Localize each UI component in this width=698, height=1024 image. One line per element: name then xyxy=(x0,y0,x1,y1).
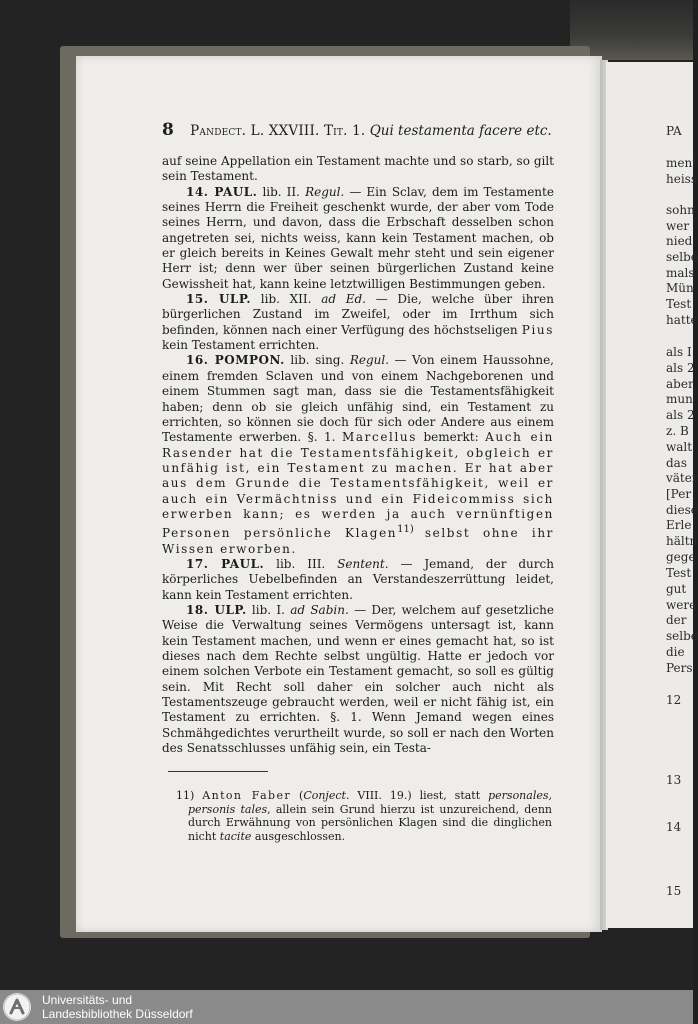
right-page-line: walt xyxy=(666,440,693,454)
footnote-text: , allein sein Grund hierzu ist unzureichend, denn durch Erwähnung von persönlichen Klagen sind die dinglichen nicht xyxy=(188,802,552,843)
fragment-text: — Jemand, der durch körperliches Uebelbefinden an Verstandeszerrüttung leidet, kann kein Testament errichten. xyxy=(162,556,554,602)
page-header xyxy=(162,120,552,140)
right-page-line: aber xyxy=(666,377,694,391)
footnote-mark: 11) xyxy=(176,789,195,802)
fragment-work: Regul. xyxy=(305,184,345,199)
paragraph-14 xyxy=(162,185,554,292)
library-name-line1: Universitäts- und xyxy=(42,993,133,1007)
right-page-line: selbe xyxy=(666,250,698,264)
right-page-line: das xyxy=(666,456,687,470)
paragraph-continuation: auf seine Appellation ein Testament machte und so starb, so gilt sein Testament. xyxy=(162,154,554,184)
footnote-divider xyxy=(168,771,268,772)
fragment-book: lib. sing. xyxy=(290,353,345,368)
footnote-author: Anton Faber xyxy=(202,789,292,802)
right-page-line: nied xyxy=(666,234,693,248)
right-page-line: PA xyxy=(666,124,682,138)
spaced-name: Pius xyxy=(521,322,554,337)
page-number: 8 xyxy=(162,120,174,140)
right-page-line: mun xyxy=(666,392,693,406)
right-page-line: der xyxy=(666,613,687,627)
fragment-author: 15. ULP. xyxy=(186,292,252,307)
right-page-line: gege xyxy=(666,550,696,564)
right-page-line: selbe xyxy=(666,629,698,643)
right-page-line: hatte xyxy=(666,313,698,327)
right-page-line: die xyxy=(666,645,685,659)
footnote-italic: personales, personis tales xyxy=(188,789,552,816)
spaced-name: Marcellus xyxy=(342,430,417,445)
fragment-text: — Die, welche über ihren bürgerlichen Zustand im Zweifel, oder im Irrthum sich befinden, können nach einer Verfügung des höchstseligen xyxy=(162,292,554,337)
right-page-line: 14 xyxy=(666,820,682,834)
main-text xyxy=(162,154,554,756)
right-page xyxy=(606,62,698,928)
right-page-line: mals xyxy=(666,266,695,280)
running-title: Pandect. L. XXVIII. Tit. 1. xyxy=(190,123,366,139)
right-page-line: diese xyxy=(666,503,698,517)
footnote-body xyxy=(170,789,552,843)
right-page-line: Mün xyxy=(666,281,694,295)
paragraph-18 xyxy=(162,603,554,756)
footnote-italic: tacite xyxy=(219,829,252,843)
right-page-line: sohn xyxy=(666,203,695,217)
right-page-line: [Per xyxy=(666,487,692,501)
footnote xyxy=(170,789,552,843)
right-page-line: Test xyxy=(666,566,692,580)
fragment-book: lib. III. xyxy=(276,556,326,571)
fragment-author: 18. ULP. xyxy=(186,602,247,617)
fragment-text-end: kein Testament errichten. xyxy=(162,338,320,353)
right-page-line: ment xyxy=(666,156,698,170)
fragment-work: Sentent. xyxy=(337,556,389,571)
right-page-line: Test xyxy=(666,297,692,311)
right-page-line: als 2 xyxy=(666,408,695,422)
right-page-line: Erle xyxy=(666,518,692,532)
fragment-author: 14. PAUL. xyxy=(186,184,258,199)
footnote-reference[interactable]: 11) xyxy=(397,524,414,536)
spaced-quote-end: selbst ohne ihr Wissen erworben. xyxy=(162,526,554,556)
right-page-line: wer xyxy=(666,219,690,233)
fragment-text: — Von einem Haussohne, einem fremden Sclaven und von einem Nachgeborenen und einem Stummen sagt man, dass sie die Testamentsfähigkeit haben; denn ob sie gleich unfähig sind, ein Testament zu errichten, so können sie doch für sich oder Andere aus einem Testamente erwerben. §. 1. xyxy=(162,353,554,445)
fragment-work: ad Sabin. xyxy=(290,602,349,617)
right-page-line: hältn xyxy=(666,534,698,548)
right-page-line: als I xyxy=(666,345,692,359)
paragraph-15 xyxy=(162,292,554,353)
right-page-line: 12 xyxy=(666,693,682,707)
library-name-line2: Landesbibliothek Düsseldorf xyxy=(42,1007,193,1021)
footnote-ref: VIII. 19.) liest, statt xyxy=(357,789,481,802)
right-page-line: 13 xyxy=(666,773,682,787)
right-page-line: als 2 xyxy=(666,361,695,375)
fragment-author: 16. POMPON. xyxy=(186,353,285,368)
footnote-text-end: ausgeschlossen. xyxy=(254,829,346,843)
right-page-line: Pers xyxy=(666,661,693,675)
right-page-line: z. B xyxy=(666,424,689,438)
fragment-text: bemerkt: xyxy=(423,430,479,445)
fragment-book: lib. II. xyxy=(262,184,300,199)
fragment-work: ad Ed. xyxy=(321,292,366,307)
fragment-book: lib. I. xyxy=(251,602,285,617)
fragment-text: — Ein Sclav, dem im Testamente seines Herrn die Freiheit geschenkt wurde, der aber vom Tode seines Herrn, und davon, dass die Erbschaft desselben schon angetreten sei, nichts weiss, kann kein Testament machen, ob er gleich bereits in Keines Gewalt mehr steht und sein eigener Herr ist; denn wer über seinen bürgerlichen Zustand keine Gewissheit hat, kann keine letztwilligen Bestimmungen geben. xyxy=(162,184,554,291)
right-page-line: 15 xyxy=(666,884,682,898)
spaced-quote: Auch ein Rasender hat die Testamentsfähigkeit, obgleich er unfähig ist, ein Testament zu machen. Er hat aber aus dem Grunde die Testamentsfähigkeit, weil er auch ein Vermächtniss und ein Fideicommiss sich erwerben kann; es werden ja auch vernünftigen Personen persönliche Klagen xyxy=(162,430,554,541)
footnote-paren: ( xyxy=(299,789,304,802)
library-name xyxy=(42,993,193,1021)
right-page-line: heiss xyxy=(666,172,697,186)
paragraph-17 xyxy=(162,557,554,603)
fragment-text: — Der, welchem auf gesetzliche Weise die Verwaltung seines Vermögens untersagt ist, kann kein Testament machen, und wenn er eines gemacht hat, so ist dieses nach dem Rechte selbst ungültig. Hatte er jedoch vor einem solchen Verbote ein Testament gemacht, so soll es gültig sein. Mit Recht soll daher ein solcher auch nicht als Testamentszeuge gebraucht werden, weil er nicht fähig ist, ein Testament zu errichten. §. 1. Wenn Jemand wegen eines Schmähgedichtes verurtheilt wurde, so soll er nach den Worten des Senatsschlusses unfähig sein, ein Testa- xyxy=(162,602,554,756)
library-logo-icon xyxy=(3,993,31,1021)
fragment-work: Regul. xyxy=(349,353,390,368)
footnote-ref-italic: Conject. xyxy=(303,789,350,802)
right-page-line: gut xyxy=(666,582,687,596)
running-title-italic: Qui testamenta facere etc. xyxy=(369,123,552,139)
fragment-book: lib. XII. xyxy=(260,292,312,307)
right-page-line: were xyxy=(666,598,697,612)
fragment-author: 17. PAUL. xyxy=(186,556,265,571)
right-page-line: väter xyxy=(666,471,698,485)
paragraph-16 xyxy=(162,353,554,556)
